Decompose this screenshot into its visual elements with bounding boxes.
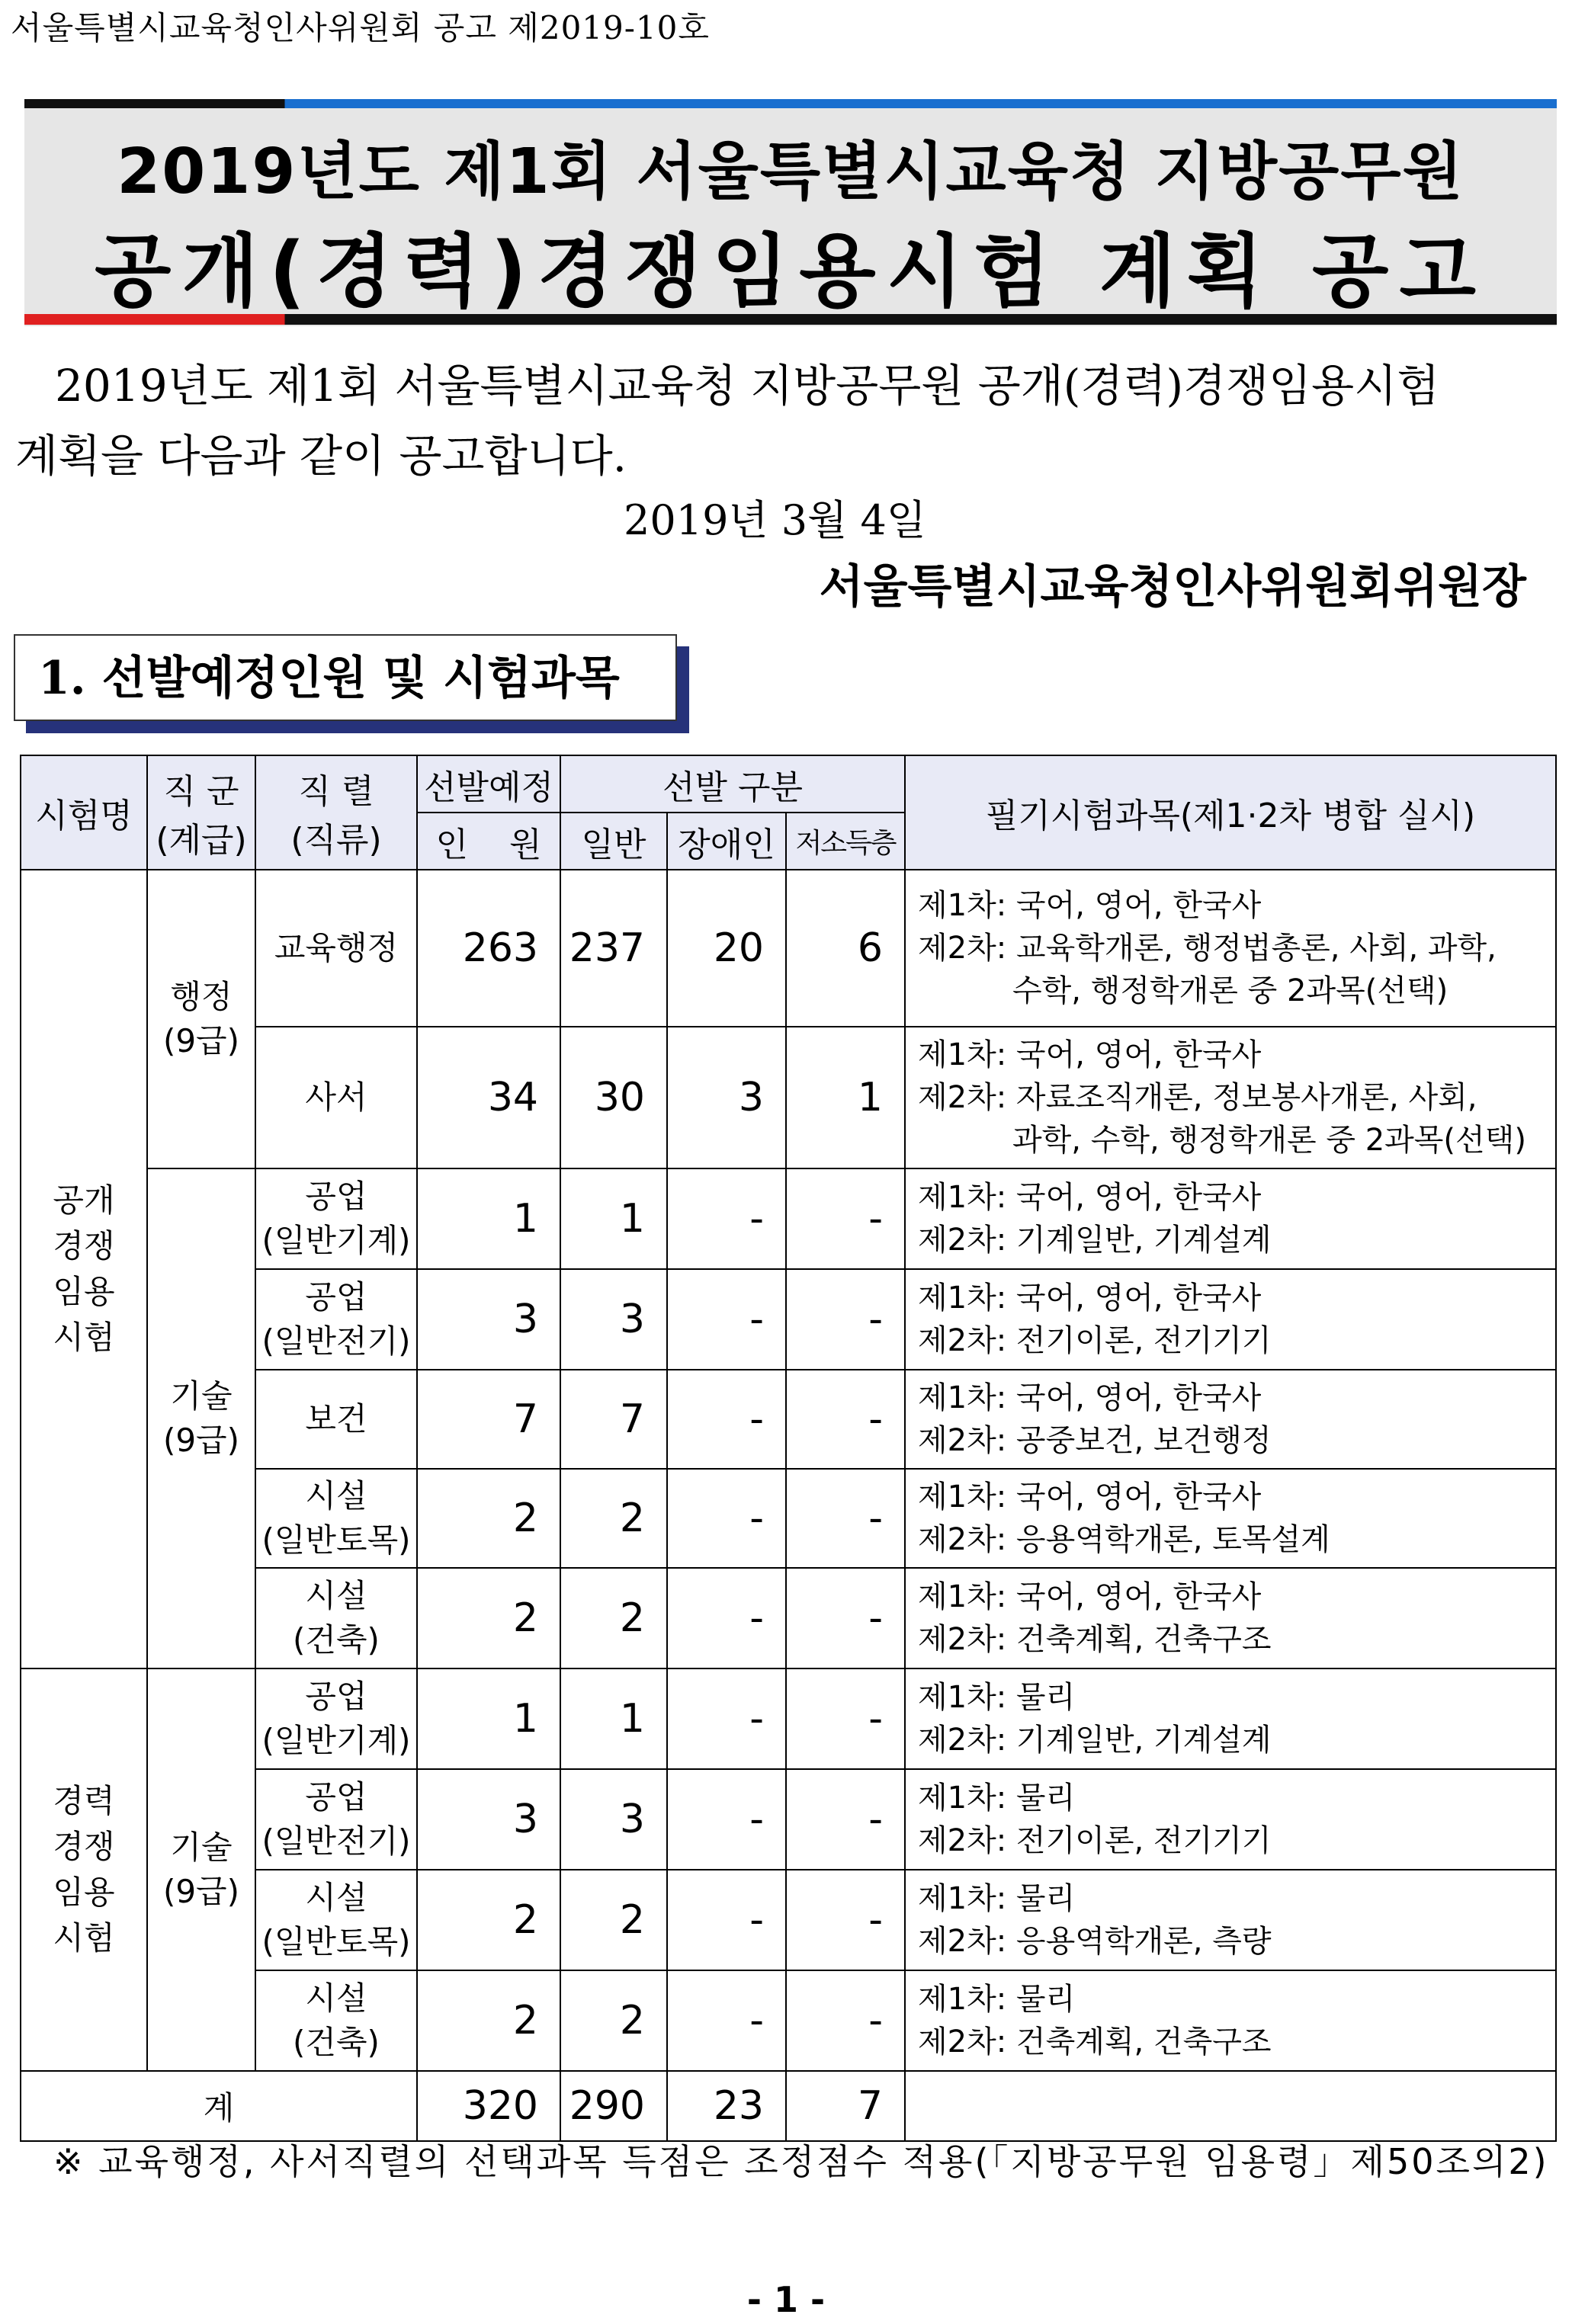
- subject-line: 제2차: 건축계획, 건축구조: [918, 2024, 1272, 2060]
- header-subjects: 필기시험과목(제1·2차 병합 실시): [905, 755, 1556, 870]
- total-count: 2: [417, 1970, 560, 2071]
- general-count: 237: [560, 870, 667, 1027]
- disabled-count: -: [667, 1769, 786, 1870]
- subject-line: 제1차: 물리: [918, 1781, 1076, 1816]
- low-income-count: -: [786, 1568, 905, 1668]
- title-line-1: 2019년도 제1회 서울특별시교육청 지방공무원: [117, 136, 1465, 208]
- total-label: 계: [21, 2071, 417, 2141]
- disabled-count: -: [667, 1168, 786, 1269]
- sum-general: 290: [560, 2071, 667, 2141]
- low-income-count: -: [786, 1269, 905, 1370]
- total-count: 263: [417, 870, 560, 1027]
- disabled-count: -: [667, 1970, 786, 2071]
- disabled-count: -: [667, 1370, 786, 1469]
- group-tech: 기술 (9급): [147, 1668, 255, 2071]
- disabled-count: -: [667, 1269, 786, 1370]
- subjects-cell: [905, 1269, 1556, 1370]
- general-count: 3: [560, 1769, 667, 1870]
- subject-line: 제1차: 국어, 영어, 한국사: [918, 1479, 1262, 1515]
- total-row: [21, 2071, 1556, 2141]
- total-count: 1: [417, 1168, 560, 1269]
- subject-line: 제2차: 교육학개론, 행정법총론, 사회, 과학,: [918, 931, 1497, 966]
- sum-low-income: 7: [786, 2071, 905, 2141]
- series-cell: 교육행정: [255, 870, 417, 1027]
- disabled-count: 20: [667, 870, 786, 1027]
- subjects-cell: [905, 1469, 1556, 1568]
- disabled-count: -: [667, 1568, 786, 1668]
- table-row: [21, 1168, 1556, 1269]
- subject-line: 수학, 행정학개론 중 2과목(선택): [1012, 973, 1448, 1008]
- subject-line: 제1차: 물리: [918, 1680, 1076, 1715]
- low-income-count: 6: [786, 870, 905, 1027]
- header-planned-l2: 인 원: [417, 813, 560, 870]
- sum-disabled: 23: [667, 2071, 786, 2141]
- intro-paragraph: [15, 351, 1555, 491]
- subject-line: 제1차: 국어, 영어, 한국사: [918, 1281, 1262, 1316]
- subject-line: 제1차: 국어, 영어, 한국사: [918, 1180, 1262, 1215]
- low-income-count: -: [786, 1668, 905, 1769]
- low-income-count: 1: [786, 1027, 905, 1168]
- subject-line: 제1차: 물리: [918, 1982, 1076, 2017]
- disabled-count: -: [667, 1870, 786, 1970]
- low-income-count: -: [786, 1769, 905, 1870]
- header-low-income: 저소득층: [786, 813, 905, 870]
- subject-line: 제1차: 국어, 영어, 한국사: [918, 888, 1262, 923]
- series-cell: 시설 (건축): [255, 1568, 417, 1668]
- footnote: ※ 교육행정, 사서직렬의 선택과목 득점은 조정점수 적용(「지방공무원 임용령」제50조의2): [53, 2141, 1549, 2182]
- title-bar-top: [24, 99, 1557, 108]
- subjects-cell: [905, 1668, 1556, 1769]
- subject-line: 제2차: 공중보건, 보건행정: [918, 1423, 1272, 1458]
- series-cell: 시설 (건축): [255, 1970, 417, 2071]
- subject-line: 제1차: 국어, 영어, 한국사: [918, 1380, 1262, 1415]
- header-group: 직 군 (계급): [147, 755, 255, 870]
- series-cell: 시설 (일반토목): [255, 1469, 417, 1568]
- general-count: 7: [560, 1370, 667, 1469]
- subjects-cell: [905, 1168, 1556, 1269]
- series-cell: 공업 (일반전기): [255, 1269, 417, 1370]
- disabled-count: -: [667, 1668, 786, 1769]
- general-count: 1: [560, 1668, 667, 1769]
- total-count: 2: [417, 1568, 560, 1668]
- low-income-count: -: [786, 1870, 905, 1970]
- total-count: 3: [417, 1269, 560, 1370]
- page-number: - 1 -: [746, 2279, 826, 2320]
- group-admin: 행정 (9급): [147, 870, 255, 1168]
- low-income-count: -: [786, 1970, 905, 2071]
- subjects-cell: [905, 1970, 1556, 2071]
- general-count: 2: [560, 1568, 667, 1668]
- series-cell: 공업 (일반기계): [255, 1668, 417, 1769]
- total-empty-cell: [905, 2071, 1556, 2141]
- total-count: 2: [417, 1469, 560, 1568]
- section-heading: 1. 선발예정인원 및 시험과목: [38, 652, 620, 705]
- low-income-count: -: [786, 1370, 905, 1469]
- total-count: 3: [417, 1769, 560, 1870]
- series-cell: 보건: [255, 1370, 417, 1469]
- disabled-count: 3: [667, 1027, 786, 1168]
- exam-type-career: 경력 경쟁 임용 시험: [21, 1668, 147, 2071]
- total-count: 2: [417, 1870, 560, 1970]
- subjects-cell: [905, 1769, 1556, 1870]
- intro-line-1: 2019년도 제1회 서울특별시교육청 지방공무원 공개(경력)경쟁임용시험: [55, 360, 1440, 412]
- subject-line: 제2차: 건축계획, 건축구조: [918, 1622, 1272, 1657]
- table-row: [21, 1668, 1556, 1769]
- title-line-2: 공개(경력)경쟁임용시험 계획 공고: [95, 225, 1487, 318]
- low-income-count: -: [786, 1168, 905, 1269]
- header-category: 선발 구분: [560, 755, 905, 813]
- series-cell: 공업 (일반전기): [255, 1769, 417, 1870]
- subject-line: 제1차: 물리: [918, 1881, 1076, 1916]
- subjects-cell: [905, 1027, 1556, 1168]
- subject-line: 제2차: 응용역학개론, 토목설계: [918, 1522, 1330, 1557]
- subjects-cell: [905, 1370, 1556, 1469]
- exam-type-open: 공개 경쟁 임용 시험: [21, 870, 147, 1668]
- issuer: 서울특별시교육청인사위원회위원장: [819, 560, 1526, 614]
- general-count: 2: [560, 1469, 667, 1568]
- subject-line: 제2차: 전기이론, 전기기기: [918, 1323, 1272, 1358]
- subjects-cell: [905, 870, 1556, 1027]
- recruitment-table: [20, 755, 1557, 2142]
- group-tech: 기술 (9급): [147, 1168, 255, 1668]
- notice-date: 2019년 3월 4일: [624, 496, 926, 544]
- intro-line-2: 계획을 다음과 같이 공고합니다.: [15, 430, 627, 482]
- header-general: 일반: [560, 813, 667, 870]
- disabled-count: -: [667, 1469, 786, 1568]
- notice-number: 서울특별시교육청인사위원회 공고 제2019-10호: [11, 9, 710, 46]
- subject-line: 제2차: 자료조직개론, 정보봉사개론, 사회,: [918, 1080, 1477, 1115]
- sum-total: 320: [417, 2071, 560, 2141]
- subject-line: 제2차: 기계일반, 기계설계: [918, 1223, 1272, 1258]
- subject-line: 제1차: 국어, 영어, 한국사: [918, 1579, 1262, 1614]
- subject-line: 제2차: 기계일반, 기계설계: [918, 1723, 1272, 1758]
- subjects-cell: [905, 1568, 1556, 1668]
- total-count: 1: [417, 1668, 560, 1769]
- header-series: 직 렬 (직류): [255, 755, 417, 870]
- general-count: 3: [560, 1269, 667, 1370]
- total-count: 7: [417, 1370, 560, 1469]
- series-cell: 시설 (일반토목): [255, 1870, 417, 1970]
- subject-line: 제2차: 전기이론, 전기기기: [918, 1823, 1272, 1858]
- subject-line: 제1차: 국어, 영어, 한국사: [918, 1037, 1262, 1072]
- general-count: 30: [560, 1027, 667, 1168]
- series-cell: 공업 (일반기계): [255, 1168, 417, 1269]
- series-cell: 사서: [255, 1027, 417, 1168]
- general-count: 1: [560, 1168, 667, 1269]
- subject-line: 과학, 수학, 행정학개론 중 2과목(선택): [1012, 1123, 1526, 1158]
- subject-line: 제2차: 응용역학개론, 측량: [918, 1924, 1272, 1959]
- header-disabled: 장애인: [667, 813, 786, 870]
- general-count: 2: [560, 1870, 667, 1970]
- header-planned-l1: 선발예정: [417, 755, 560, 813]
- total-count: 34: [417, 1027, 560, 1168]
- header-exam-name: 시험명: [21, 755, 147, 870]
- low-income-count: -: [786, 1469, 905, 1568]
- table-row: [21, 870, 1556, 1027]
- subjects-cell: [905, 1870, 1556, 1970]
- general-count: 2: [560, 1970, 667, 2071]
